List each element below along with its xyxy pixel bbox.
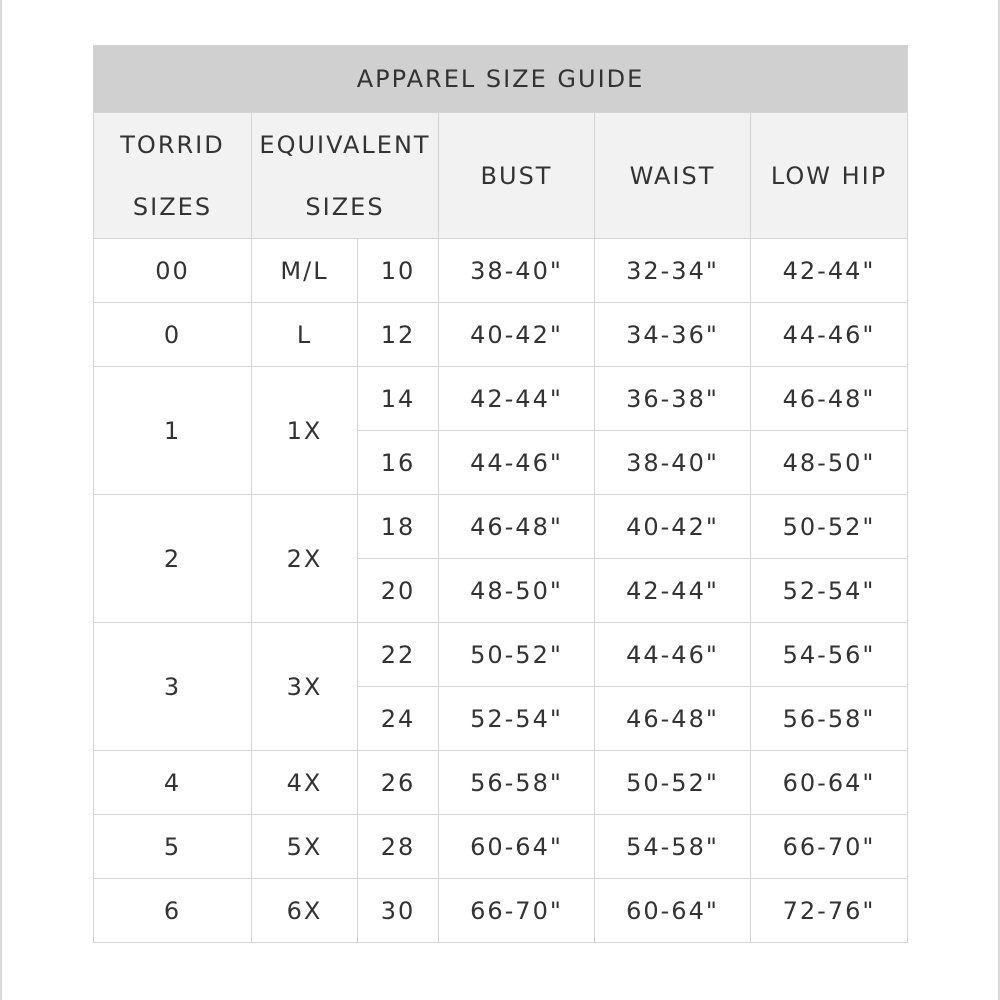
cell-bust: 38-40" (439, 239, 595, 303)
cell-waist: 44-46" (595, 623, 751, 687)
cell-torrid-size: 2 (94, 495, 252, 623)
header-equivalent-sizes (252, 113, 439, 239)
table-row (94, 303, 908, 367)
cell-equivalent-number: 26 (358, 751, 439, 815)
cell-bust: 42-44" (439, 367, 595, 431)
cell-torrid-size: 00 (94, 239, 252, 303)
cell-bust: 40-42" (439, 303, 595, 367)
cell-low-hip: 60-64" (751, 751, 908, 815)
cell-equivalent-letter: 4X (252, 751, 358, 815)
cell-low-hip: 44-46" (751, 303, 908, 367)
cell-low-hip: 72-76" (751, 879, 908, 943)
cell-waist: 38-40" (595, 431, 751, 495)
cell-low-hip: 48-50" (751, 431, 908, 495)
cell-waist: 60-64" (595, 879, 751, 943)
cell-bust: 50-52" (439, 623, 595, 687)
cell-torrid-size: 6 (94, 879, 252, 943)
cell-equivalent-letter: 6X (252, 879, 358, 943)
cell-waist: 32-34" (595, 239, 751, 303)
header-waist: WAIST (595, 113, 751, 239)
cell-bust: 66-70" (439, 879, 595, 943)
header-row (94, 113, 908, 239)
size-guide-table (93, 45, 908, 943)
table-row (94, 367, 908, 431)
cell-torrid-size: 5 (94, 815, 252, 879)
cell-low-hip: 54-56" (751, 623, 908, 687)
cell-low-hip: 46-48" (751, 367, 908, 431)
cell-bust: 48-50" (439, 559, 595, 623)
header-low-hip: LOW HIP (751, 113, 908, 239)
table-row (94, 239, 908, 303)
cell-low-hip: 42-44" (751, 239, 908, 303)
header-torrid-sizes (94, 113, 252, 239)
header-torrid-line2: SIZES (132, 192, 213, 221)
table-row (94, 815, 908, 879)
cell-equivalent-letter: 3X (252, 623, 358, 751)
header-bust: BUST (439, 113, 595, 239)
cell-equivalent-number: 24 (358, 687, 439, 751)
header-equiv-line1: EQUIVALENT (259, 130, 431, 159)
table-row (94, 879, 908, 943)
cell-equivalent-number: 18 (358, 495, 439, 559)
cell-waist: 36-38" (595, 367, 751, 431)
cell-equivalent-number: 16 (358, 431, 439, 495)
cell-equivalent-number: 14 (358, 367, 439, 431)
cell-equivalent-number: 12 (358, 303, 439, 367)
cell-waist: 42-44" (595, 559, 751, 623)
cell-bust: 46-48" (439, 495, 595, 559)
cell-equivalent-number: 28 (358, 815, 439, 879)
table-head (94, 46, 908, 239)
title-row (94, 46, 908, 113)
cell-equivalent-number: 22 (358, 623, 439, 687)
cell-torrid-size: 1 (94, 367, 252, 495)
cell-equivalent-letter: 1X (252, 367, 358, 495)
cell-waist: 54-58" (595, 815, 751, 879)
header-equiv-line2: SIZES (305, 192, 385, 221)
frame-border-left (0, 0, 2, 1000)
table-row (94, 495, 908, 559)
cell-waist: 34-36" (595, 303, 751, 367)
cell-torrid-size: 0 (94, 303, 252, 367)
header-torrid-line1: TORRID (120, 130, 225, 159)
table-body (94, 239, 908, 943)
cell-equivalent-number: 10 (358, 239, 439, 303)
cell-equivalent-letter: L (252, 303, 358, 367)
cell-low-hip: 66-70" (751, 815, 908, 879)
cell-waist: 40-42" (595, 495, 751, 559)
cell-torrid-size: 4 (94, 751, 252, 815)
cell-bust: 52-54" (439, 687, 595, 751)
cell-equivalent-letter: M/L (252, 239, 358, 303)
cell-bust: 44-46" (439, 431, 595, 495)
cell-bust: 60-64" (439, 815, 595, 879)
cell-torrid-size: 3 (94, 623, 252, 751)
cell-low-hip: 50-52" (751, 495, 908, 559)
table-row (94, 751, 908, 815)
cell-waist: 50-52" (595, 751, 751, 815)
cell-waist: 46-48" (595, 687, 751, 751)
cell-equivalent-letter: 2X (252, 495, 358, 623)
cell-low-hip: 52-54" (751, 559, 908, 623)
table-title: APPAREL SIZE GUIDE (94, 46, 908, 113)
cell-equivalent-number: 20 (358, 559, 439, 623)
table-row (94, 623, 908, 687)
cell-equivalent-number: 30 (358, 879, 439, 943)
cell-low-hip: 56-58" (751, 687, 908, 751)
cell-bust: 56-58" (439, 751, 595, 815)
cell-equivalent-letter: 5X (252, 815, 358, 879)
